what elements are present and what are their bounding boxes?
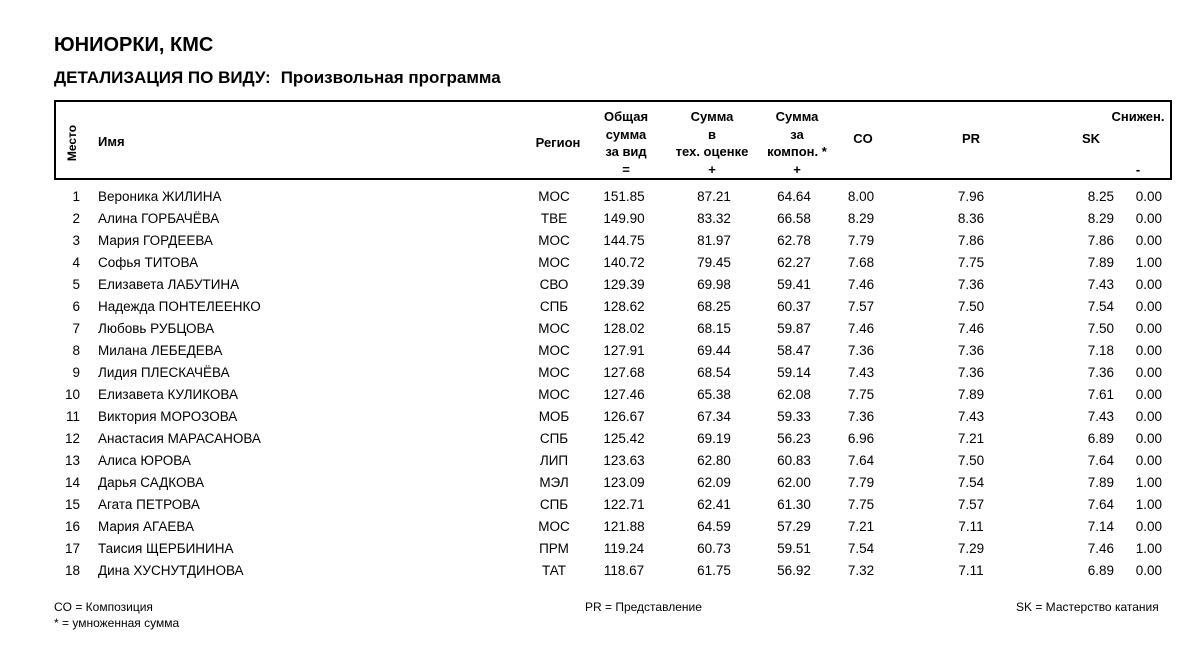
cell-pr: 7.46 — [957, 321, 985, 336]
cell-tes: 69.44 — [697, 343, 731, 358]
legend-sk: SK = Мастерство катания — [1016, 600, 1159, 614]
cell-region: СПБ — [539, 497, 569, 512]
cell-place: 14 — [64, 475, 80, 490]
cell-name: Таисия ЩЕРБИНИНА — [98, 541, 234, 556]
table-header — [54, 100, 1172, 180]
cell-place: 2 — [72, 211, 80, 226]
cell-pcs: 59.33 — [777, 409, 811, 424]
cell-pr: 8.36 — [957, 211, 985, 226]
cell-pr: 7.54 — [957, 475, 985, 490]
table-row — [54, 494, 1172, 516]
cell-ded: 1.00 — [1135, 497, 1162, 512]
cell-place: 3 — [72, 233, 80, 248]
cell-sk: 7.43 — [1087, 277, 1114, 292]
cell-place: 15 — [64, 497, 80, 512]
cell-name: Надежда ПОНТЕЛЕЕНКО — [98, 299, 261, 314]
cell-ded: 0.00 — [1135, 233, 1162, 248]
table-row — [54, 252, 1172, 274]
cell-sk: 7.89 — [1087, 255, 1114, 270]
cell-total: 151.85 — [603, 189, 645, 204]
table-row — [54, 340, 1172, 362]
cell-pr: 7.36 — [957, 343, 985, 358]
cell-name: Виктория МОРОЗОВА — [98, 409, 238, 424]
cell-tes: 68.25 — [697, 299, 731, 314]
cell-sk: 7.50 — [1087, 321, 1114, 336]
cell-name: Елизавета КУЛИКОВА — [98, 387, 238, 402]
cell-co: 7.46 — [847, 277, 875, 292]
cell-total: 123.63 — [603, 453, 645, 468]
cell-total: 123.09 — [603, 475, 645, 490]
cell-place: 16 — [64, 519, 80, 534]
cell-place: 10 — [64, 387, 80, 402]
header-sk: SK — [1081, 131, 1101, 146]
cell-name: Лидия ПЛЕСКАЧЁВА — [98, 365, 230, 380]
cell-tes: 67.34 — [697, 409, 731, 424]
header-pr: PR — [961, 131, 981, 146]
cell-ded: 0.00 — [1135, 431, 1162, 446]
cell-pr: 7.57 — [957, 497, 985, 512]
cell-region: МЭЛ — [539, 475, 569, 490]
cell-total: 129.39 — [603, 277, 645, 292]
cell-pcs: 58.47 — [777, 343, 811, 358]
cell-place: 7 — [72, 321, 80, 336]
cell-pcs: 59.41 — [777, 277, 811, 292]
table-row — [54, 274, 1172, 296]
cell-name: Вероника ЖИЛИНА — [98, 189, 222, 204]
cell-sk: 7.54 — [1087, 299, 1114, 314]
cell-total: 140.72 — [603, 255, 645, 270]
cell-total: 122.71 — [603, 497, 645, 512]
cell-name: Дина ХУСНУТДИНОВА — [98, 563, 244, 578]
cell-sk: 7.61 — [1087, 387, 1114, 402]
cell-total: 127.46 — [603, 387, 645, 402]
cell-pcs: 57.29 — [777, 519, 811, 534]
cell-sk: 7.64 — [1087, 453, 1114, 468]
cell-region: СПБ — [539, 299, 569, 314]
cell-sk: 8.29 — [1087, 211, 1114, 226]
table-row — [54, 450, 1172, 472]
cell-total: 121.88 — [603, 519, 645, 534]
cell-co: 7.79 — [847, 475, 875, 490]
table-row — [54, 384, 1172, 406]
cell-co: 7.75 — [847, 387, 875, 402]
cell-total: 127.68 — [603, 365, 645, 380]
cell-co: 7.68 — [847, 255, 875, 270]
cell-sk: 6.89 — [1087, 563, 1114, 578]
cell-region: МОС — [538, 387, 570, 402]
cell-sk: 7.18 — [1087, 343, 1114, 358]
cell-total: 118.67 — [603, 563, 645, 578]
cell-ded: 1.00 — [1135, 255, 1162, 270]
cell-pcs: 59.14 — [777, 365, 811, 380]
cell-pcs: 62.08 — [777, 387, 811, 402]
cell-co: 7.36 — [847, 409, 875, 424]
cell-tes: 81.97 — [697, 233, 731, 248]
cell-pcs: 62.00 — [777, 475, 811, 490]
header-deduction: Снижен. - — [1111, 109, 1165, 177]
cell-tes: 68.15 — [697, 321, 731, 336]
cell-name: Мария АГАЕВА — [98, 519, 194, 534]
cell-tes: 69.98 — [697, 277, 731, 292]
table-row — [54, 296, 1172, 318]
cell-tes: 61.75 — [697, 563, 731, 578]
cell-pcs: 56.23 — [777, 431, 811, 446]
cell-sk: 7.46 — [1087, 541, 1114, 556]
cell-ded: 0.00 — [1135, 321, 1162, 336]
cell-pr: 7.50 — [957, 453, 985, 468]
cell-total: 128.62 — [603, 299, 645, 314]
table-row — [54, 406, 1172, 428]
table-row — [54, 560, 1172, 582]
cell-co: 8.00 — [847, 189, 875, 204]
header-place: Место — [65, 124, 79, 162]
cell-place: 18 — [64, 563, 80, 578]
cell-pr: 7.36 — [957, 277, 985, 292]
cell-region: ПРМ — [539, 541, 569, 556]
cell-tes: 60.73 — [697, 541, 731, 556]
cell-region: МОС — [538, 255, 570, 270]
cell-pr: 7.29 — [957, 541, 985, 556]
cell-pcs: 59.87 — [777, 321, 811, 336]
cell-place: 1 — [72, 189, 80, 204]
cell-place: 8 — [72, 343, 80, 358]
cell-pcs: 64.64 — [777, 189, 811, 204]
cell-total: 149.90 — [603, 211, 645, 226]
cell-pr: 7.96 — [957, 189, 985, 204]
cell-sk: 7.86 — [1087, 233, 1114, 248]
cell-ded: 0.00 — [1135, 563, 1162, 578]
cell-pcs: 56.92 — [777, 563, 811, 578]
cell-name: Софья ТИТОВА — [98, 255, 199, 270]
cell-co: 7.64 — [847, 453, 875, 468]
cell-co: 7.36 — [847, 343, 875, 358]
cell-sk: 7.89 — [1087, 475, 1114, 490]
cell-place: 9 — [72, 365, 80, 380]
table-row — [54, 516, 1172, 538]
cell-name: Алиса ЮРОВА — [98, 453, 191, 468]
cell-name: Алина ГОРБАЧЁВА — [98, 211, 220, 226]
cell-region: ЛИП — [539, 453, 569, 468]
cell-total: 144.75 — [603, 233, 645, 248]
cell-region: ТАТ — [542, 563, 566, 578]
cell-place: 6 — [72, 299, 80, 314]
cell-pr: 7.21 — [957, 431, 985, 446]
cell-region: МОС — [538, 519, 570, 534]
cell-total: 128.02 — [603, 321, 645, 336]
cell-place: 13 — [64, 453, 80, 468]
cell-co: 7.54 — [847, 541, 875, 556]
header-tes: Сумма в тех. оценке + — [675, 109, 749, 177]
header-pcs: Сумма за компон. * + — [767, 109, 827, 177]
table-row — [54, 428, 1172, 450]
cell-place: 5 — [72, 277, 80, 292]
subtitle-program: Произвольная программа — [280, 68, 501, 87]
page-subtitle — [54, 68, 501, 88]
cell-place: 4 — [72, 255, 80, 270]
cell-sk: 6.89 — [1087, 431, 1114, 446]
cell-ded: 0.00 — [1135, 387, 1162, 402]
cell-pr: 7.89 — [957, 387, 985, 402]
cell-co: 7.79 — [847, 233, 875, 248]
cell-tes: 87.21 — [697, 189, 731, 204]
cell-total: 127.91 — [603, 343, 645, 358]
cell-sk: 7.36 — [1087, 365, 1114, 380]
cell-name: Дарья САДКОВА — [98, 475, 205, 490]
cell-pcs: 62.27 — [777, 255, 811, 270]
cell-pcs: 62.78 — [777, 233, 811, 248]
cell-ded: 0.00 — [1135, 453, 1162, 468]
table-row — [54, 186, 1172, 208]
cell-ded: 0.00 — [1135, 409, 1162, 424]
cell-tes: 62.41 — [697, 497, 731, 512]
cell-co: 7.75 — [847, 497, 875, 512]
page-title: ЮНИОРКИ, КМС — [54, 34, 214, 56]
cell-co: 7.21 — [847, 519, 875, 534]
cell-ded: 0.00 — [1135, 519, 1162, 534]
cell-pr: 7.86 — [957, 233, 985, 248]
cell-tes: 68.54 — [697, 365, 731, 380]
cell-ded: 0.00 — [1135, 211, 1162, 226]
table-row — [54, 538, 1172, 560]
table-row — [54, 208, 1172, 230]
cell-tes: 62.80 — [697, 453, 731, 468]
cell-total: 125.42 — [603, 431, 645, 446]
cell-sk: 7.14 — [1087, 519, 1114, 534]
cell-pr: 7.11 — [958, 519, 984, 534]
cell-region: СПБ — [539, 431, 569, 446]
table-row — [54, 318, 1172, 340]
legend-pr: PR = Представление — [585, 600, 702, 614]
header-name: Имя — [98, 134, 125, 149]
cell-co: 7.46 — [847, 321, 875, 336]
table-row — [54, 472, 1172, 494]
cell-ded: 0.00 — [1135, 277, 1162, 292]
cell-total: 126.67 — [603, 409, 645, 424]
table-row — [54, 230, 1172, 252]
cell-tes: 65.38 — [697, 387, 731, 402]
legend-co: CO = Композиция — [54, 600, 153, 614]
cell-region: МОС — [538, 189, 570, 204]
cell-sk: 7.43 — [1087, 409, 1114, 424]
cell-pcs: 59.51 — [777, 541, 811, 556]
cell-name: Агата ПЕТРОВА — [98, 497, 200, 512]
cell-name: Анастасия МАРАСАНОВА — [98, 431, 261, 446]
cell-place: 11 — [65, 409, 80, 424]
cell-region: ТВЕ — [540, 211, 568, 226]
cell-name: Милана ЛЕБЕДЕВА — [98, 343, 223, 358]
cell-tes: 79.45 — [697, 255, 731, 270]
cell-co: 6.96 — [847, 431, 875, 446]
cell-sk: 7.64 — [1087, 497, 1114, 512]
cell-ded: 0.00 — [1135, 299, 1162, 314]
cell-region: МОС — [538, 321, 570, 336]
cell-ded: 0.00 — [1135, 343, 1162, 358]
cell-place: 12 — [64, 431, 80, 446]
cell-co: 7.32 — [847, 563, 875, 578]
header-total: Общая сумма за вид = — [603, 109, 649, 177]
cell-co: 7.43 — [847, 365, 875, 380]
legend-multiplied: * = умноженная сумма — [54, 616, 180, 630]
cell-region: МОС — [538, 233, 570, 248]
cell-pr: 7.36 — [957, 365, 985, 380]
cell-name: Мария ГОРДЕЕВА — [98, 233, 213, 248]
cell-pr: 7.11 — [958, 563, 984, 578]
cell-name: Любовь РУБЦОВА — [98, 321, 215, 336]
cell-region: МОС — [538, 365, 570, 380]
subtitle-label: ДЕТАЛИЗАЦИЯ ПО ВИДУ: — [54, 68, 271, 87]
header-co: CO — [853, 131, 873, 146]
cell-pcs: 66.58 — [777, 211, 811, 226]
cell-pr: 7.43 — [957, 409, 985, 424]
cell-tes: 69.19 — [697, 431, 731, 446]
cell-pcs: 60.83 — [777, 453, 811, 468]
cell-pcs: 60.37 — [777, 299, 811, 314]
cell-pcs: 61.30 — [777, 497, 811, 512]
cell-place: 17 — [64, 541, 80, 556]
header-region: Регион — [535, 135, 581, 150]
cell-tes: 83.32 — [697, 211, 731, 226]
cell-region: СВО — [539, 277, 569, 292]
cell-name: Елизавета ЛАБУТИНА — [98, 277, 240, 292]
cell-pr: 7.50 — [957, 299, 985, 314]
cell-ded: 1.00 — [1135, 541, 1162, 556]
cell-total: 119.24 — [603, 541, 645, 556]
cell-pr: 7.75 — [957, 255, 985, 270]
cell-ded: 0.00 — [1135, 365, 1162, 380]
cell-region: МОБ — [538, 409, 570, 424]
table-row — [54, 362, 1172, 384]
cell-co: 7.57 — [847, 299, 875, 314]
cell-tes: 62.09 — [697, 475, 731, 490]
cell-region: МОС — [538, 343, 570, 358]
cell-ded: 1.00 — [1135, 475, 1162, 490]
cell-sk: 8.25 — [1087, 189, 1114, 204]
cell-ded: 0.00 — [1135, 189, 1162, 204]
cell-tes: 64.59 — [697, 519, 731, 534]
cell-co: 8.29 — [847, 211, 875, 226]
